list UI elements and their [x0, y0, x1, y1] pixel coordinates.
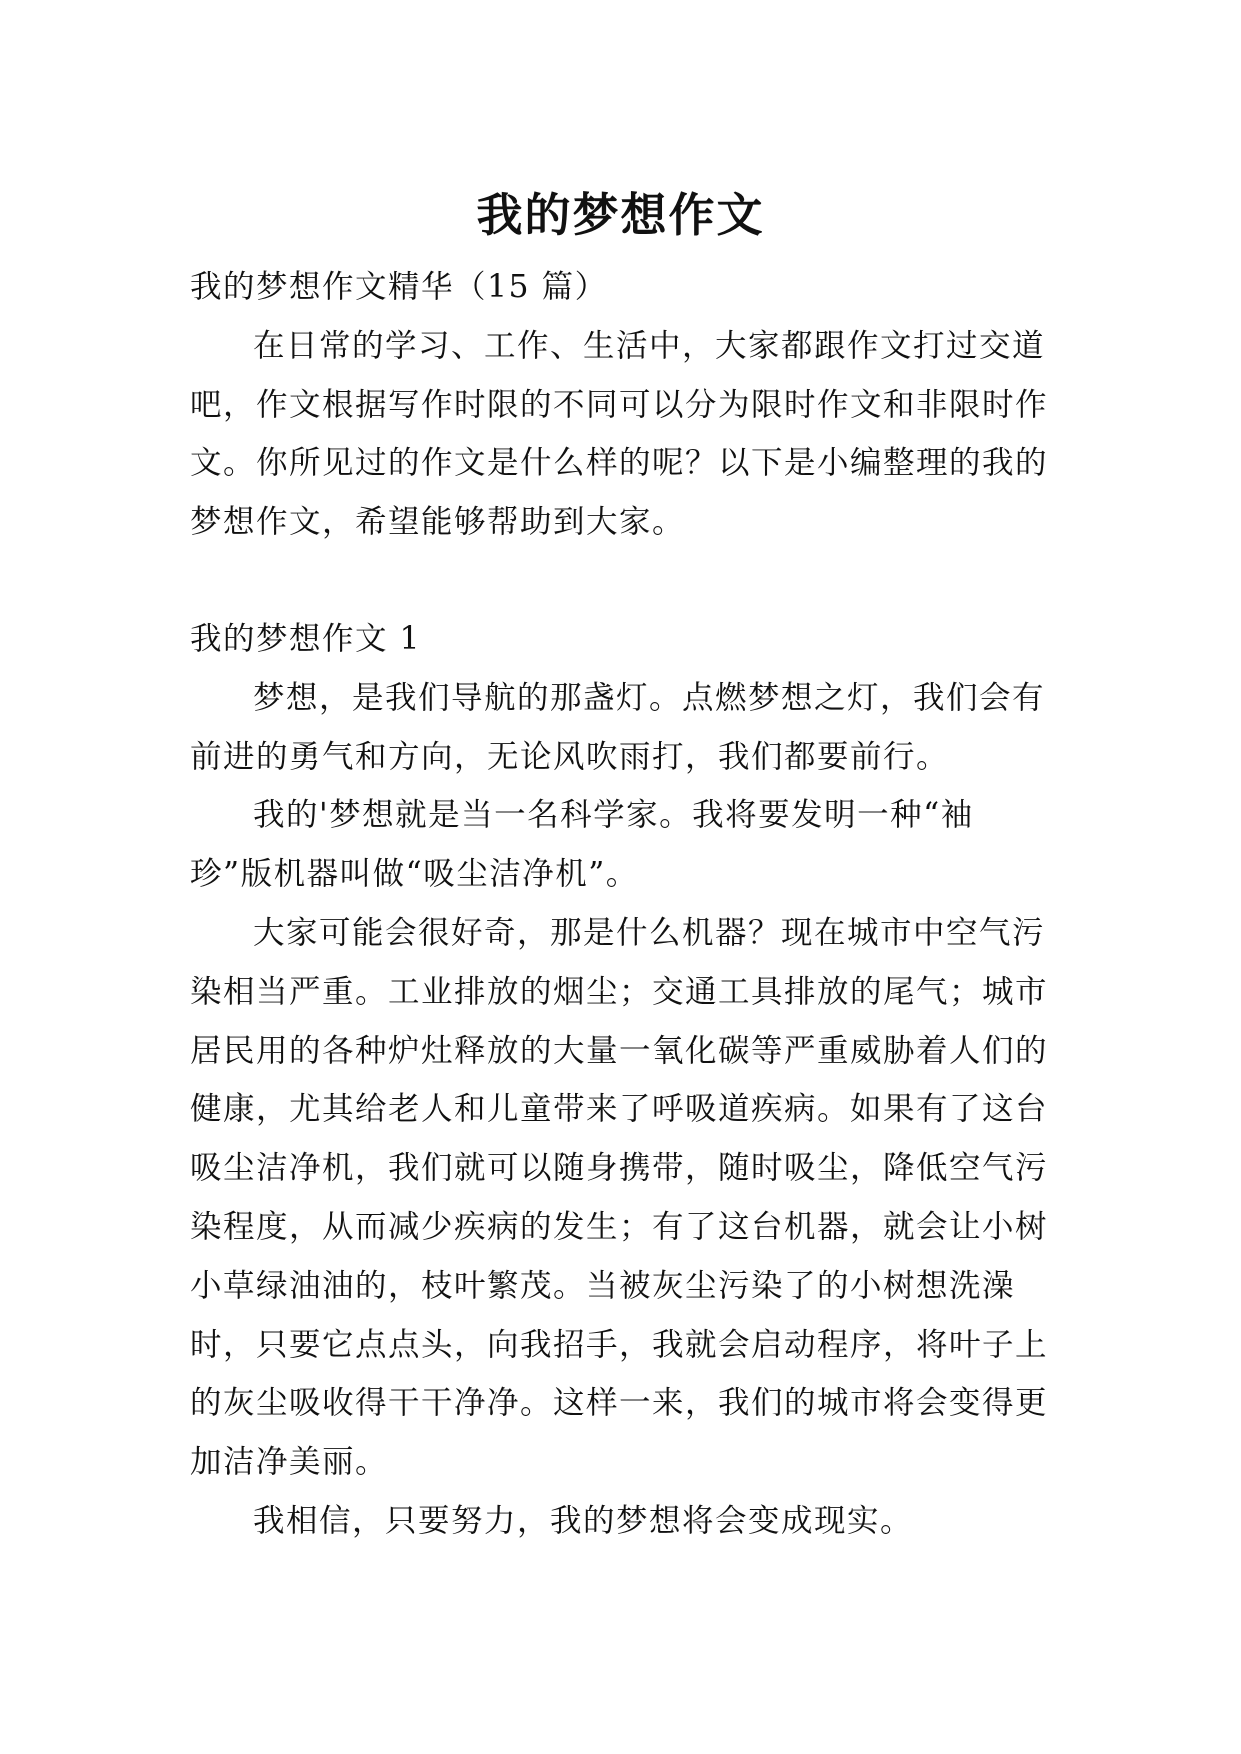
essay-paragraph: 梦想，是我们导航的那盏灯。点燃梦想之灯，我们会有前进的勇气和方向，无论风吹雨打，我们都要前行。: [190, 679, 1046, 775]
document-body: [190, 258, 1056, 1551]
document-title: 我的梦想作文: [476, 187, 765, 242]
essay-paragraph: 大家可能会很好奇，那是什么机器？现在城市中空气污染相当严重。工业排放的烟尘；交通工具排放的尾气；城市居民用的各种炉灶释放的大量一氧化碳等严重威胁着人们的健康，尤其给老人和儿童带来了呼吸道疾病。如果有了这台吸尘洁净机，我们就可以随身携带，随时吸尘，降低空气污染程度，从而减少疾病的发生；有了这台机器，就会让小树小草绿油油的，枝叶繁茂。当被灰尘污染了的小树想洗澡时，只要它点点头，向我招手，我就会启动程序，将叶子上的灰尘吸收得干干净净。这样一来，我们的城市将会变得更加洁净美丽。: [190, 914, 1049, 1481]
essay-heading: 我的梦想作文 1: [190, 620, 422, 657]
collection-subtitle: 我的梦想作文精华（15 篇）: [190, 269, 608, 305]
intro-paragraph: 在日常的学习、工作、生活中，大家都跟作文打过交道吧，作文根据写作时限的不同可以分为限时作文和非限时作文。你所见过的作文是什么样的呢？以下是小编整理的我的梦想作文，希望能够帮助到大家。: [190, 327, 1049, 541]
section-spacer: [190, 552, 1056, 610]
essay-paragraph: 我的'梦想就是当一名科学家。我将要发明一种“袖珍”版机器叫做“吸尘洁净机”。: [190, 797, 974, 893]
essay-paragraph: 我相信，只要努力，我的梦想将会变成现实。: [253, 1502, 914, 1539]
